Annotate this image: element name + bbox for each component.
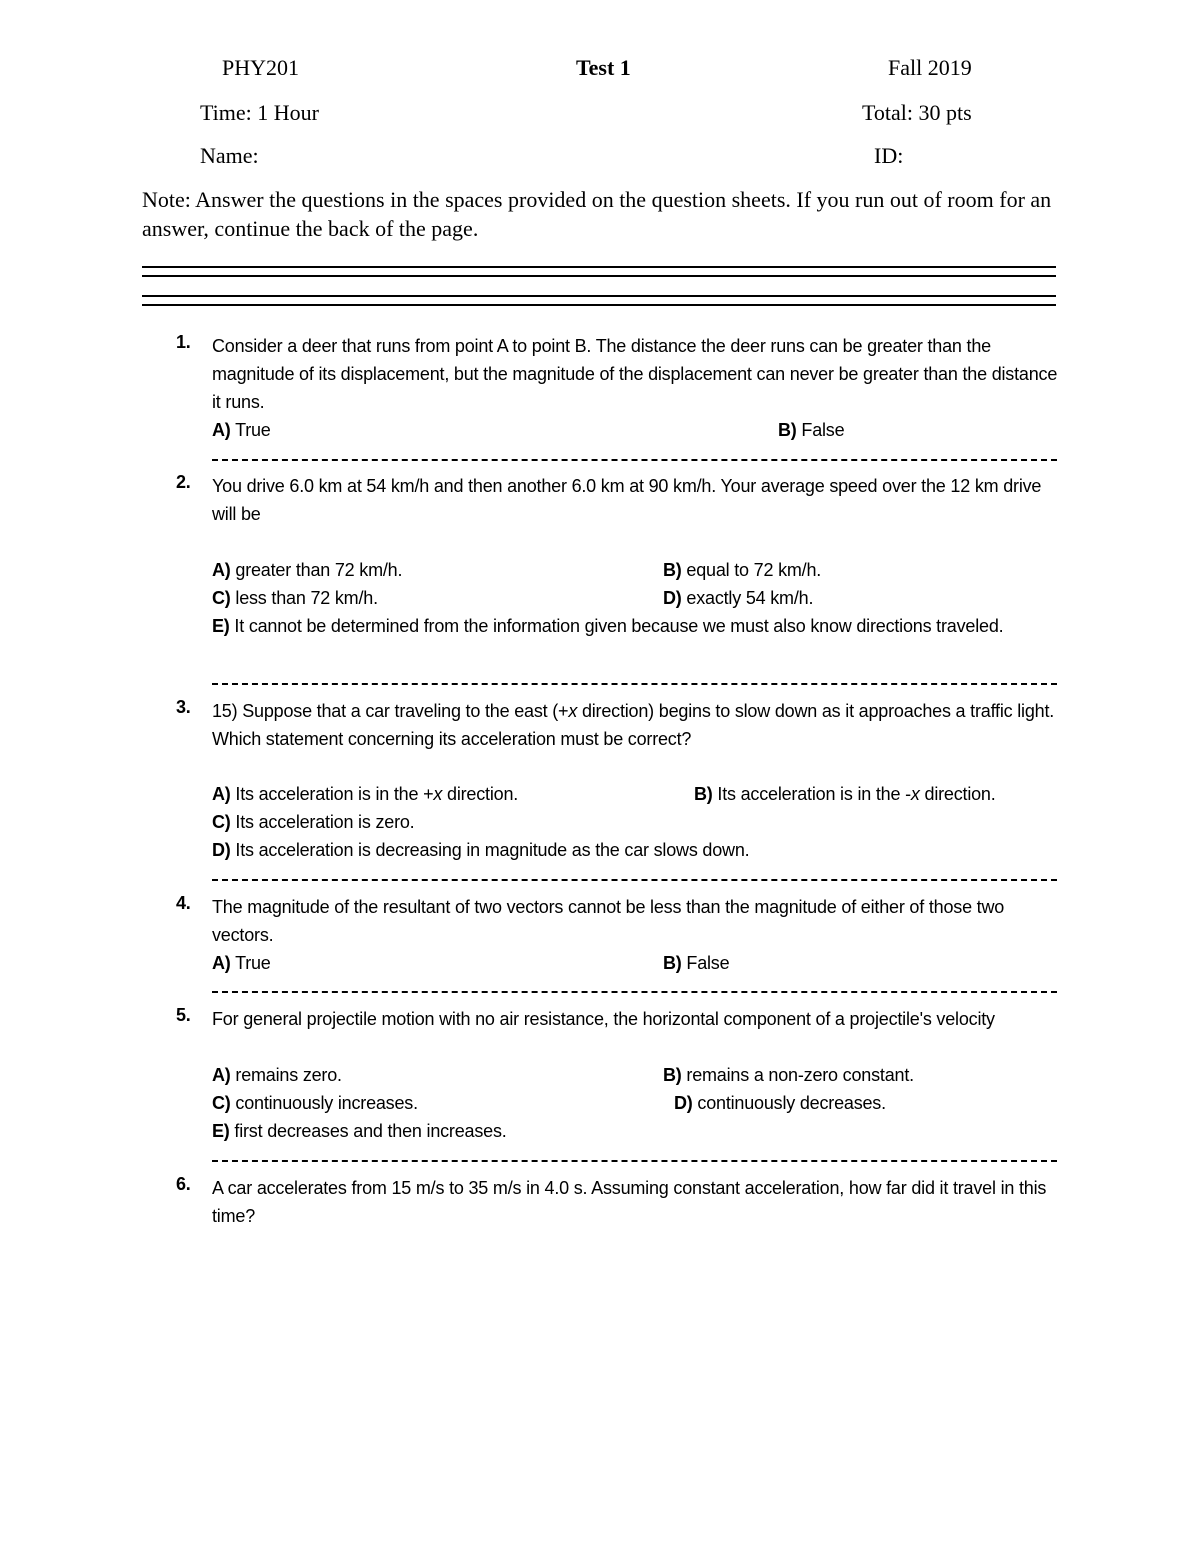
course-code: PHY201 [222,55,300,80]
question-number: 1. [176,332,191,352]
name-label: Name: [200,143,259,168]
question-number: 3. [176,697,191,717]
option-c: C) continuously increases. [212,1093,418,1113]
id-label: ID: [874,143,904,168]
time-limit: Time: 1 Hour [200,100,319,125]
question-text: Consider a deer that runs from point A to point B. The distance the deer runs can be greater than the magnitude of its displacement, but the magnitude of the displacement can never be greater than the distance it runs. [212,336,1058,412]
option-a: A) True [212,953,271,973]
total-points: Total: 30 pts [862,100,972,125]
option-a: A) greater than 72 km/h. [212,560,403,580]
option-b: B) False [663,953,730,973]
question-separator [212,991,1057,993]
question-number: 4. [176,893,191,913]
option-d: D) continuously decreases. [674,1093,886,1113]
question-text: A car accelerates from 15 m/s to 35 m/s in 4.0 s. Assuming constant acceleration, how far did it travel in this time? [212,1178,1047,1226]
question-number: 2. [176,472,191,492]
option-d: D) Its acceleration is decreasing in magnitude as the car slows down. [212,840,750,860]
instructions-note: Note: Answer the questions in the spaces provided on the question sheets. If you run out of room for an answer, continue the back of the page. [142,187,1052,241]
option-c: C) less than 72 km/h. [212,588,378,608]
question-text: For general projectile motion with no air resistance, the horizontal component of a projectile's velocity [212,1009,995,1029]
question-separator [212,879,1057,881]
test-title: Test 1 [576,55,631,80]
option-b: B) remains a non-zero constant. [663,1065,914,1085]
question-separator [212,459,1057,461]
question-separator [212,1160,1057,1162]
option-e: E) It cannot be determined from the information given because we must also know directions traveled. [212,616,1004,636]
option-d: D) exactly 54 km/h. [663,588,814,608]
question-number: 5. [176,1005,191,1025]
question-text: 15) Suppose that a car traveling to the east (+x direction) begins to slow down as it approaches a traffic light. Which statement concerning its acceleration must be correct? [212,701,1055,749]
option-b: B) equal to 72 km/h. [663,560,822,580]
option-a: A) remains zero. [212,1065,342,1085]
option-b: B) Its acceleration is in the -x direction. [694,784,996,804]
double-rule [142,295,1056,306]
question-text: The magnitude of the resultant of two vectors cannot be less than the magnitude of either of those two vectors. [212,897,1005,945]
question-number: 6. [176,1174,191,1194]
question-separator [212,683,1057,685]
question-text: You drive 6.0 km at 54 km/h and then another 6.0 km at 90 km/h. Your average speed over the 12 km drive will be [212,476,1042,524]
option-a: A) True [212,420,271,440]
term: Fall 2019 [888,55,972,80]
option-b: B) False [778,420,845,440]
option-c: C) Its acceleration is zero. [212,812,415,832]
option-a: A) Its acceleration is in the +x direction. [212,784,519,804]
double-rule [142,266,1056,277]
option-e: E) first decreases and then increases. [212,1121,507,1141]
